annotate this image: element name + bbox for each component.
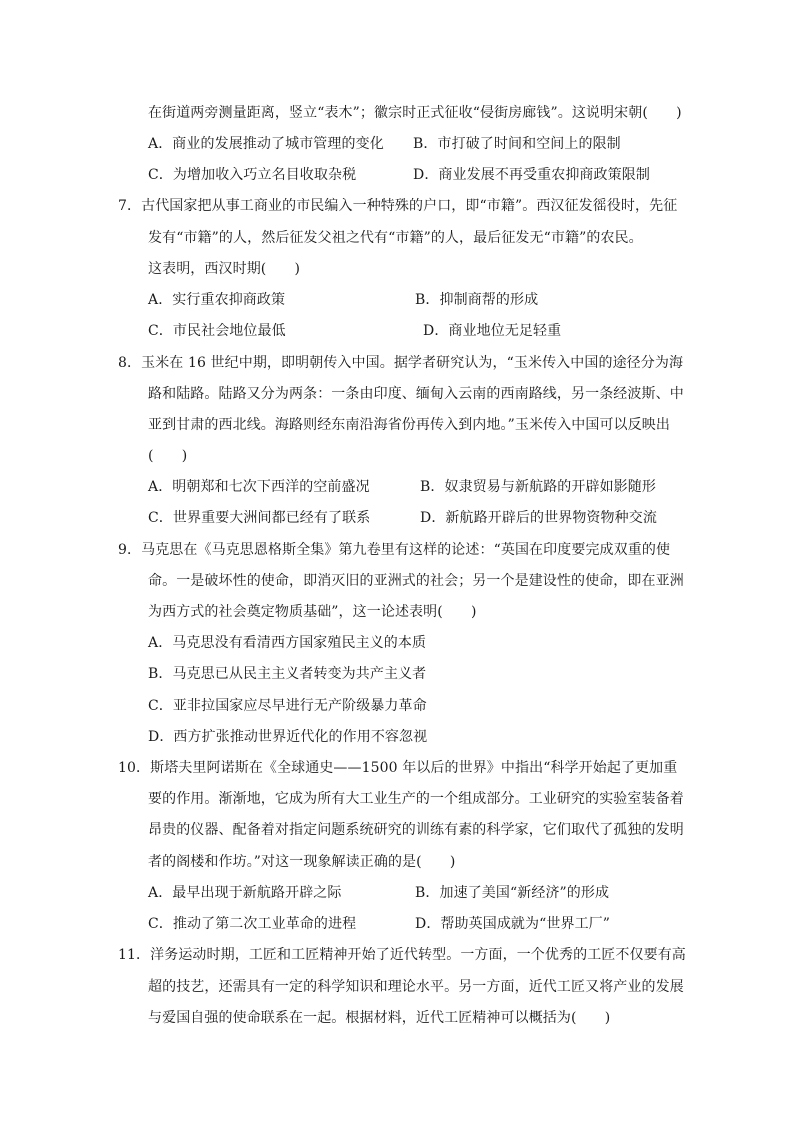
option-b: B．抑制商帮的形成 <box>415 292 539 308</box>
question-text: 为西方式的社会奠定物质基础”，这一论述表明( ) <box>148 604 477 620</box>
question-text: 昂贵的仪器、配备着对指定问题系统研究的训练有素的科学家，它们取代了孤独的发明 <box>148 822 684 838</box>
question-text: 路和陆路。陆路又分为两条：一条由印度、缅甸入云南的西南路线，另一条经波斯、中 <box>148 386 684 402</box>
option-d: D．帮助英国成就为“世界工厂” <box>415 916 611 932</box>
answer-blank: ( ) <box>148 448 188 464</box>
question-text: 者的阁楼和作坊。”对这一现象解读正确的是( ) <box>148 854 456 870</box>
option-c: C．推动了第二次工业革命的进程 <box>148 916 357 932</box>
option-b: B．加速了美国“新经济”的形成 <box>415 885 610 901</box>
question-text: 10．斯塔夫里阿诺斯在《全球通史——1500 年以后的世界》中指出“科学开始起了更加重 <box>118 760 678 776</box>
question-text: 要的作用。渐渐地，它成为所有大工业生产的一个组成部分。工业研究的实验室装备着 <box>148 791 684 807</box>
option-b: B．马克思已从民主主义者转变为共产主义者 <box>148 666 427 682</box>
option-c: C．世界重要大洲间都已经有了联系 <box>148 510 371 526</box>
question-text: 7．古代国家把从事工商业的市民编入一种特殊的户口，即“市籍”。西汉征发徭役时，先征 <box>118 198 678 214</box>
question-text: 8．玉米在 16 世纪中期，即明朝传入中国。据学者研究认为，“玉米传入中国的途径分为海 <box>118 355 684 371</box>
question-text: 发有“市籍”的人，然后征发父祖之代有“市籍”的人，最后征发无“市籍”的农民。 <box>148 230 643 246</box>
question-text: 9．马克思在《马克思恩格斯全集》第九卷里有这样的论述：“英国在印度要完成双重的使 <box>118 542 671 558</box>
question-text: 亚到甘肃的西北线。海路则经东南沿海省份再传入到内地。”玉米传入中国可以反映出 <box>148 417 670 433</box>
option-c: C．亚非拉国家应尽早进行无产阶级暴力革命 <box>148 698 427 714</box>
question-text: 命。一是破坏性的使命，即消灭旧的亚洲式的社会；另一个是建设性的使命，即在亚洲 <box>148 573 684 589</box>
option-a: A．实行重农抑商政策 <box>148 292 286 308</box>
option-d: D．西方扩张推动世界近代化的作用不容忽视 <box>148 729 428 745</box>
question-text: 这表明，西汉时期( ) <box>148 261 301 277</box>
option-d: D．商业地位无足轻重 <box>423 323 562 339</box>
question-text: 与爱国自强的使命联系在一起。根据材料，近代工匠精神可以概括为( ) <box>148 1010 611 1026</box>
question-text: 超的技艺，还需具有一定的科学知识和理论水平。另一方面，近代工匠又将产业的发展 <box>148 979 684 995</box>
option-a: A．商业的发展推动了城市管理的变化 <box>148 136 384 152</box>
option-a: A．最早出现于新航路开辟之际 <box>148 885 342 901</box>
option-d: D．新航路开辟后的世界物资物种交流 <box>420 510 657 526</box>
option-c: C．为增加收入巧立名目收取杂税 <box>148 167 357 183</box>
question-text: 在街道两旁测量距离，竖立“表木”；徽宗时正式征收“侵街房廊钱”。这说明宋朝( ) <box>148 105 682 121</box>
option-d: D．商业发展不再受重农抑商政策限制 <box>413 167 650 183</box>
option-a: A．马克思没有看清西方国家殖民主义的本质 <box>148 635 427 651</box>
option-b: B．市打破了时间和空间上的限制 <box>413 136 621 152</box>
option-a: A．明朝郑和七次下西洋的空前盛况 <box>148 479 370 495</box>
question-text: 11．洋务运动时期，工匠和工匠精神开始了近代转型。一方面，一个优秀的工匠不仅要有高 <box>118 947 686 963</box>
option-c: C．市民社会地位最低 <box>148 323 286 339</box>
option-b: B．奴隶贸易与新航路的开辟如影随形 <box>420 479 656 495</box>
